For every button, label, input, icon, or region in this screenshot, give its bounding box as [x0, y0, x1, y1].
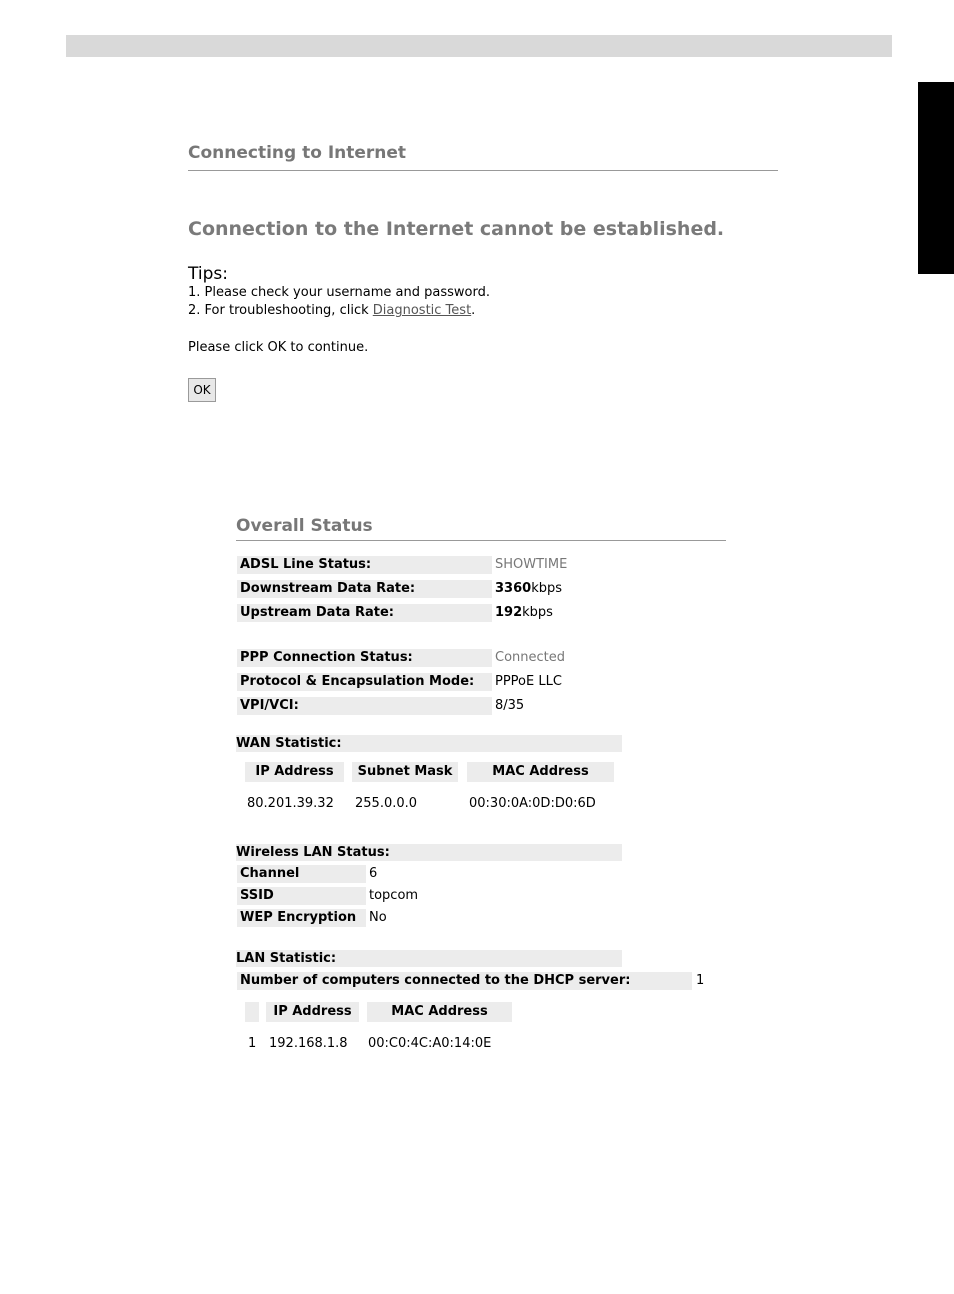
- upstream-rate-number: 192: [495, 605, 523, 620]
- wan-mac-header: MAC Address: [467, 762, 614, 782]
- protocol-mode-value: PPPoE LLC: [495, 674, 562, 689]
- connecting-title: Connecting to Internet: [188, 140, 778, 171]
- wlan-wep-value: No: [369, 910, 387, 925]
- downstream-rate-label: Downstream Data Rate:: [237, 580, 492, 598]
- wan-statistic-heading: WAN Statistic:: [236, 735, 622, 752]
- tip-2-suffix: .: [471, 303, 476, 318]
- connecting-panel: [188, 140, 778, 397]
- wan-subnet-header: Subnet Mask: [352, 762, 458, 782]
- lan-statistic-heading: LAN Statistic:: [236, 950, 622, 967]
- dhcp-count-value: 1: [696, 973, 705, 988]
- dhcp-count-label: Number of computers connected to the DHCP server:: [237, 972, 692, 990]
- downstream-rate-number: 3360: [495, 581, 532, 596]
- tip-1: 1. Please check your username and password.: [188, 285, 490, 300]
- upstream-rate-value: [495, 604, 553, 622]
- side-tab-marker: [918, 82, 954, 274]
- downstream-rate-unit: kbps: [531, 581, 562, 596]
- wlan-channel-value: 6: [369, 866, 378, 881]
- diagnostic-test-link[interactable]: Diagnostic Test: [372, 303, 472, 318]
- wlan-ssid-label: SSID: [237, 887, 366, 905]
- tip-2: [188, 303, 475, 318]
- vpi-vci-label: VPI/VCI:: [237, 697, 492, 715]
- wan-ip-header: IP Address: [245, 762, 344, 782]
- lan-ip-header: IP Address: [266, 1002, 359, 1022]
- lan-index-header: [245, 1002, 259, 1022]
- wlan-wep-label: WEP Encryption: [237, 909, 366, 927]
- wlan-channel-label: Channel: [237, 865, 366, 883]
- adsl-line-status-value: SHOWTIME: [495, 557, 568, 572]
- adsl-line-status-label: ADSL Line Status:: [237, 556, 492, 574]
- downstream-rate-value: [495, 580, 562, 598]
- lan-row-mac: 00:C0:4C:A0:14:0E: [368, 1036, 492, 1051]
- ok-button[interactable]: OK: [188, 378, 216, 402]
- upstream-rate-label: Upstream Data Rate:: [237, 604, 492, 622]
- lan-mac-header: MAC Address: [367, 1002, 512, 1022]
- wan-ip-value: 80.201.39.32: [247, 796, 334, 811]
- connection-error-message: Connection to the Internet cannot be established.: [188, 218, 725, 240]
- ppp-status-label: PPP Connection Status:: [237, 649, 492, 667]
- overall-status-title: Overall Status: [236, 512, 726, 541]
- header-bar: [66, 35, 892, 57]
- overall-status-panel: [236, 512, 726, 1051]
- wireless-lan-heading: Wireless LAN Status:: [236, 844, 622, 861]
- ppp-status-value: Connected: [495, 650, 566, 665]
- wan-subnet-value: 255.0.0.0: [355, 796, 418, 811]
- upstream-rate-unit: kbps: [522, 605, 553, 620]
- continue-instruction: Please click OK to continue.: [188, 340, 369, 355]
- wan-mac-value: 00:30:0A:0D:D0:6D: [469, 796, 596, 811]
- lan-row-ip: 192.168.1.8: [269, 1036, 348, 1051]
- vpi-vci-value: 8/35: [495, 698, 525, 713]
- lan-row-index: 1: [248, 1036, 257, 1051]
- protocol-mode-label: Protocol & Encapsulation Mode:: [237, 673, 492, 691]
- wlan-ssid-value: topcom: [369, 888, 419, 903]
- tips-heading: Tips:: [188, 264, 228, 284]
- tip-2-prefix: 2. For troubleshooting, click: [188, 303, 373, 318]
